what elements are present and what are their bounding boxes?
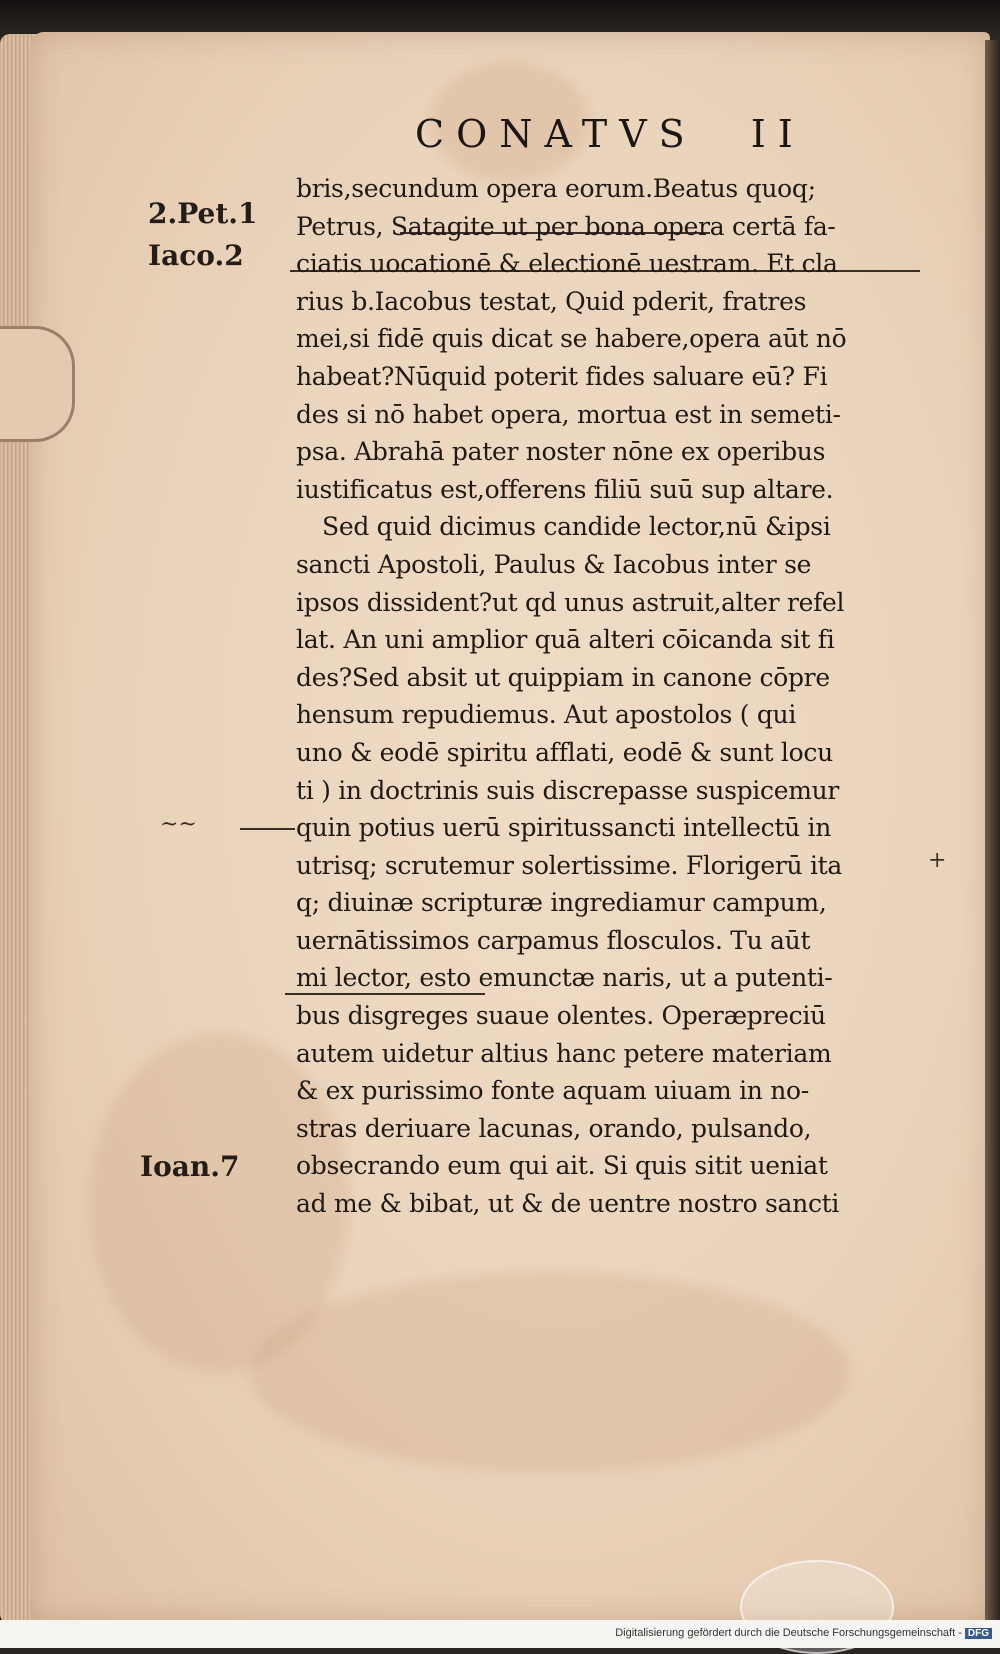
- margin-scribble: ~~: [160, 812, 197, 837]
- text-line: & ex purissimo fonte aquam uiuam in no-: [296, 1076, 809, 1106]
- text-line: uno & eodē spiritu afflati, eodē & sunt locu: [296, 737, 833, 767]
- digitization-credit: [615, 1627, 992, 1639]
- margin-note-ioan: Ioan.7: [140, 1150, 240, 1183]
- text-line: bris,secundum opera eorum.Beatus quoq;: [296, 174, 816, 203]
- text-line: utrisq; scrutemur solertissime. Florigerū ita: [296, 850, 843, 880]
- text-line: rius b.Iacobus testat, Quid pderit, fratres: [296, 286, 807, 316]
- text-line: des?Sed absit ut quippiam in canone cōpre: [296, 662, 830, 692]
- text-line: iustificatus est,offerens filiū suū sup altare.: [296, 474, 834, 504]
- body-text: [296, 170, 956, 1223]
- text-line: bus disgreges suaue olentes. Operæpreciū: [296, 1001, 826, 1031]
- text-line: des si nō habet opera, mortua est in semeti-: [296, 399, 841, 429]
- credit-text: Digitalisierung gefördert durch die Deutsche Forschungsgemeinschaft -: [615, 1627, 962, 1639]
- page-tab-clip: [0, 326, 75, 442]
- text-line: ciatis uocationē & electionē uestram. Et cla: [296, 249, 838, 279]
- text-line: psa. Abrahā pater noster nōne ex operibus: [296, 437, 826, 467]
- text-line: ti ) in doctrinis suis discrepasse suspicemur: [296, 775, 840, 805]
- text-line: stras deriuare lacunas, orando, pulsando,: [296, 1113, 812, 1143]
- water-stain: [250, 1272, 850, 1472]
- text-line: hensum repudiemus. Aut apostolos ( qui: [296, 700, 797, 730]
- text-line: Petrus, Satagite ut per bona opera certā fa-: [296, 211, 836, 241]
- text-line: Sed quid dicimus candide lector,nū &ipsi: [322, 512, 831, 542]
- text-line: sancti Apostoli, Paulus & Iacobus inter se: [296, 549, 812, 579]
- text-line: quin potius uerū spiritussancti intellectū in: [296, 813, 832, 843]
- text-line: ipsos dissident?ut qd unus astruit,alter refel: [296, 587, 845, 617]
- margin-note-iaco: Iaco.2: [148, 239, 244, 272]
- text-line: lat. An uni amplior quā alteri cōicanda sit fi: [296, 625, 835, 655]
- text-line: uernātissimos carpamus flosculos. Tu aūt: [296, 925, 811, 955]
- text-line: ad me & bibat, ut & de uentre nostro sancti: [296, 1189, 840, 1219]
- running-title: [415, 112, 805, 156]
- margin-note-pet: 2.Pet.1: [148, 197, 258, 230]
- dfg-logo: DFG: [965, 1628, 992, 1639]
- running-title-text: CONATVS: [415, 112, 697, 156]
- text-line: habeat?Nūquid poterit fides saluare eū? Fi: [296, 361, 828, 391]
- text-line: autem uidetur altius hanc petere materiam: [296, 1038, 832, 1068]
- right-page-edge: [985, 40, 1000, 1620]
- text-line: mei,si fidē quis dicat se habere,opera aūt nō: [296, 324, 847, 354]
- page-number: II: [750, 112, 805, 156]
- text-line: q; diuinæ scripturæ ingrediamur campum,: [296, 888, 827, 918]
- text-line: obsecrando eum qui ait. Si quis sitit ueniat: [296, 1151, 828, 1181]
- margin-scribble: +: [928, 848, 947, 873]
- margin-line-mark: [240, 828, 295, 830]
- text-line: mi lector, esto emunctæ naris, ut a putenti-: [296, 963, 833, 993]
